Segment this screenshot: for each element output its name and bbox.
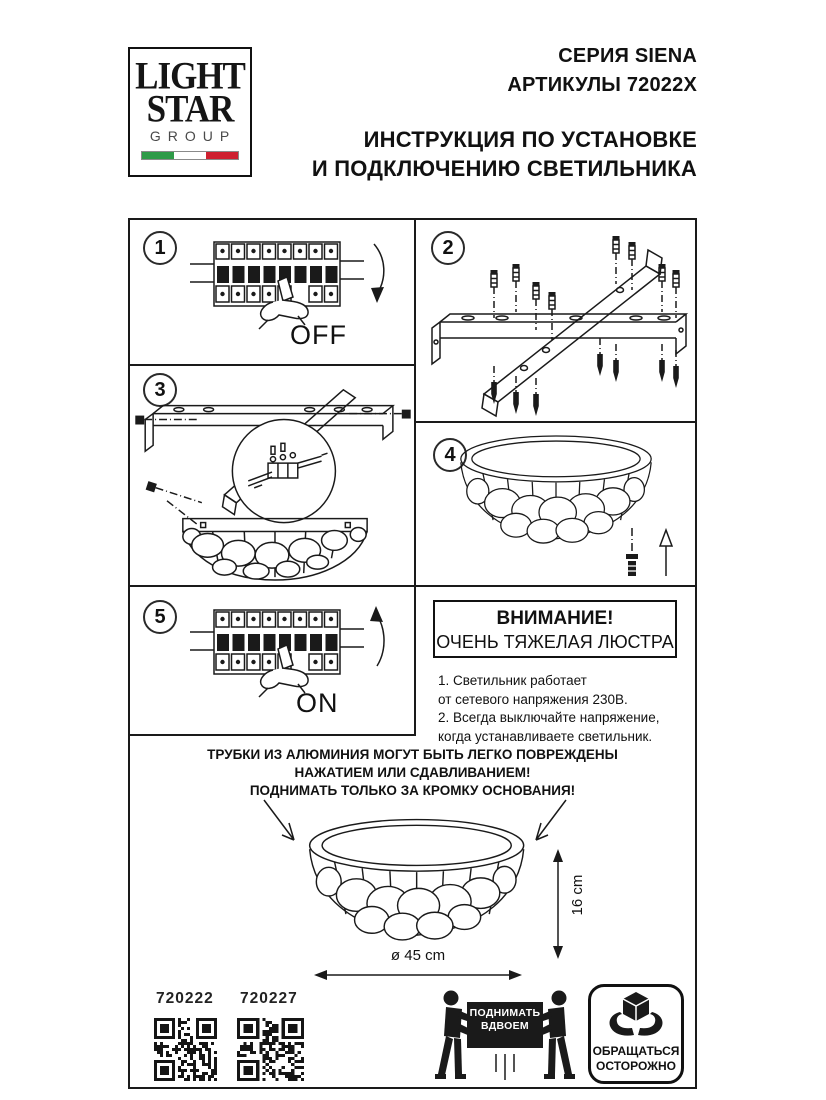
divider bbox=[414, 421, 695, 423]
divider bbox=[130, 364, 416, 366]
step-4-number: 4 bbox=[433, 438, 467, 472]
italian-flag-icon bbox=[141, 151, 239, 160]
step5-breaker-on-drawing bbox=[182, 596, 398, 720]
hands-holding-cube-icon bbox=[606, 991, 666, 1037]
warning-subtitle: ОЧЕНЬ ТЯЖЕЛАЯ ЛЮСТРА bbox=[436, 632, 674, 652]
article-number-720227: 720227 bbox=[240, 990, 298, 1007]
logo-group: GROUP bbox=[149, 128, 237, 144]
heavy-chandelier-warning-box bbox=[433, 600, 677, 658]
diameter-dimension-label: ø 45 cm bbox=[390, 947, 446, 964]
step-3-number: 3 bbox=[143, 373, 177, 407]
divider bbox=[414, 220, 416, 736]
aluminium-tubes-warning: ТРУБКИ ИЗ АЛЮМИНИЯ МОГУТ БЫТЬ ЛЕГКО ПОВРЕЖДЕНЫ НАЖАТИЕМ ИЛИ СДАВЛИВАНИЕМ! ПОДНИМАТЬ ТОЛЬКО ЗА КРОМКУ ОСНОВАНИЯ! bbox=[207, 747, 618, 798]
article-numbers: АРТИКУЛЫ 72022X bbox=[507, 74, 697, 96]
series-name: СЕРИЯ SIENA bbox=[558, 45, 697, 67]
page-title: ИНСТРУКЦИЯ ПО УСТАНОВКЕ И ПОДКЛЮЧЕНИЮ СВЕТИЛЬНИКА bbox=[311, 127, 697, 181]
logo-star: STAR bbox=[146, 86, 234, 131]
two-people-carrying-box-icon bbox=[434, 988, 576, 1086]
divider bbox=[130, 585, 695, 587]
step3-mounting-drawing bbox=[132, 370, 414, 584]
qr-code-720222 bbox=[154, 1018, 217, 1081]
care-sign-label: ОБРАЩАТЬСЯ ОСТОРОЖНО bbox=[592, 1044, 680, 1073]
qr-code-720227 bbox=[237, 1018, 304, 1081]
logo-light: LIGHT bbox=[135, 53, 245, 98]
off-label: OFF bbox=[290, 320, 347, 350]
lift-with-two-people-sign bbox=[434, 988, 576, 1086]
divider bbox=[130, 734, 416, 736]
step2-bracket-drawing bbox=[424, 226, 692, 420]
step-1-number: 1 bbox=[143, 231, 177, 265]
article-number-720222: 720222 bbox=[156, 990, 214, 1007]
on-label: ON bbox=[296, 688, 339, 718]
instruction-grid bbox=[128, 218, 697, 1089]
left-pointer-arrow bbox=[260, 798, 304, 848]
height-dimension-arrow bbox=[550, 848, 566, 960]
step-5-number: 5 bbox=[143, 600, 177, 634]
height-dimension-label: 16 cm bbox=[569, 874, 586, 916]
chandelier-dimension-drawing bbox=[302, 812, 536, 960]
step-2-number: 2 bbox=[431, 231, 465, 265]
lift-sign-label: ПОДНИМАТЬ ВДВОЕМ bbox=[469, 1007, 541, 1032]
handle-with-care-sign bbox=[588, 984, 684, 1084]
step4-chandelier-drawing bbox=[422, 426, 692, 584]
header-series-block bbox=[507, 42, 697, 100]
warning-title: ВНИМАНИЕ! bbox=[496, 608, 614, 629]
lightstar-logo bbox=[128, 47, 252, 177]
diameter-dimension-arrow bbox=[313, 968, 523, 982]
safety-notes: 1. Светильник работает от сетевого напряжения 230В. 2. Всегда выключайте напряжение, когда устанавливаете светильник. bbox=[438, 673, 660, 744]
